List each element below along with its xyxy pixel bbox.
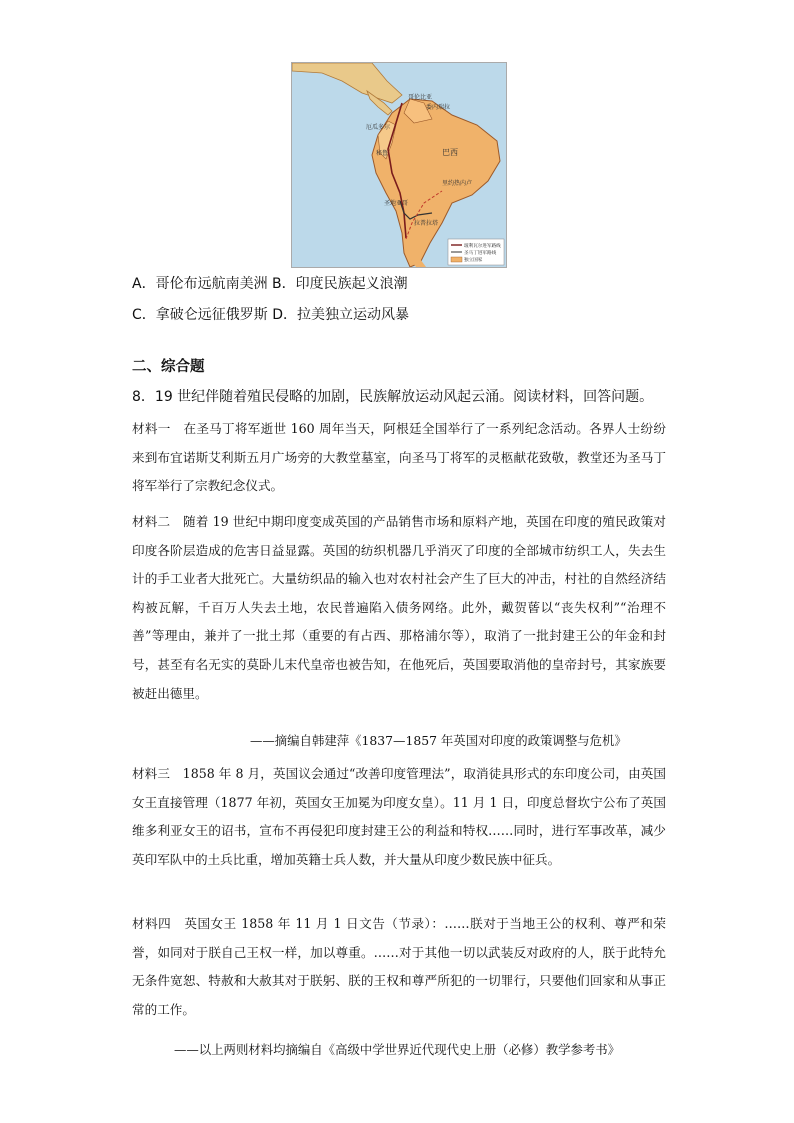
material-four-source: ——以上两则材料均摘编自《高级中学世界近代现代史上册（必修）教学参考书》 [174,1042,621,1057]
material-three [132,760,666,874]
map-label: 厄瓜多尔 [366,124,391,131]
map-graphic [292,63,506,267]
material-three-text: 材料三 1858 年 8 月，英国议会通过“改善印度管理法”，取消徒具形式的东印度公司，由英国女王直接管理（1877 年初，英国女王加冕为印度女皇）。11 月 1 日，印度总督坎宁公布了英国维多利亚女王的诏书，宣布不再侵犯印度封建王公的利益和特权……同时，进行军事改革，减少英印军队中的土兵比重，增加英籍士兵人数，并大量从印度少数民族中征兵。 [132,766,666,867]
section-title: 二、综合题 [132,359,205,375]
legend-label: 独立国家 [464,258,483,263]
legend-label: 玻利瓦尔进军路线 [464,244,501,249]
map-label: 哥伦比亚 [408,94,433,101]
material-two-text: 材料二 随着 19 世纪中期印度变成英国的产品销售市场和原料产地，英国在印度的殖民政策对印度各阶层造成的危害日益显露。英国的纺织机器几乎消灭了印度的全部城市纺织工人，失去生计的手工业者大批死亡。大量纺织品的输入也对农村社会产生了巨大的冲击，村社的自然经济结构被瓦解，千百万人失去土地，农民普遍陷入债务网络。此外，戴贺蒈以“丧失权利”“治理不善”等理由，兼并了一批土邦（重要的有占西、那格浦尔等），取消了一批封建王公的年金和封号，甚至有名无实的莫卧儿末代皇帝也被告知，在他死后，英国要取消他的皇帝封号，其家族要被赶出德里。 [132,514,666,701]
material-two-source: ——摘编自韩建萍《1837—1857 年英国对印度的政策调整与危机》 [250,733,627,748]
legend-label: 圣马丁进军路线 [464,251,497,256]
material-four [132,910,666,1024]
map-label: 里约热内卢 [442,180,473,187]
material-two [132,508,666,708]
material-one [132,415,666,501]
material-four-text: 材料四 英国女王 1858 年 11 月 1 日文告（节录）：……朕对于当地王公的权利、尊严和荣誉，如同对于朕自己王权一样，加以尊重。……对于其他一切以武装反对政府的人，朕于此特允无条件宽恕、特赦和大赦其对于朕躬、朕的王权和尊严所犯的一切罪行，只要他们回家和从事正常的工作。 [132,916,666,1017]
answer-options-cd: C．拿破仑远征俄罗斯 D．拉美独立运动风暴 [132,307,410,323]
map-label: 秘鲁 [376,150,389,157]
map-label: 圣地亚哥 [384,200,409,207]
material-one-text: 材料一 在圣马丁将军逝世 160 周年当天，阿根廷全国举行了一系列纪念活动。各界人士纷纷来到布宜诺斯艾利斯五月广场旁的大教堂墓室，向圣马丁将军的灵柩献花致敬，教堂还为圣马丁将军举行了宗教纪念仪式。 [132,421,666,494]
map-label: 巴西 [442,148,458,157]
map-legend [448,239,504,265]
map-label: 委内瑞拉 [426,104,451,111]
question-stem: 8．19 世纪伴随着殖民侵略的加剧，民族解放运动风起云涌。阅读材料，回答问题。 [132,389,654,405]
answer-options-ab: A．哥伦布远航南美洲 B．印度民族起义浪潮 [132,276,408,292]
map-label: 拉普拉塔 [414,220,439,227]
latin-america-map [291,62,507,268]
